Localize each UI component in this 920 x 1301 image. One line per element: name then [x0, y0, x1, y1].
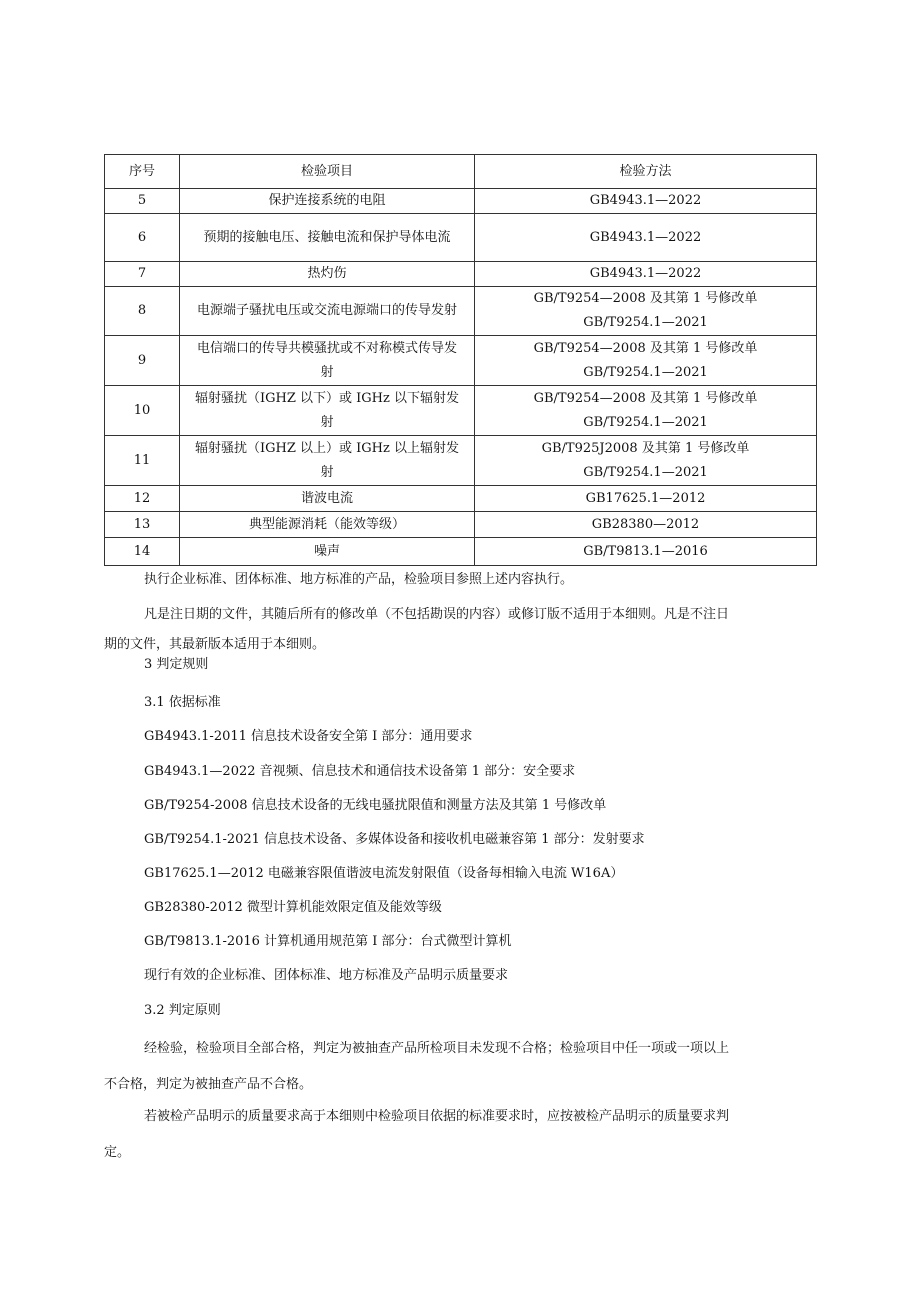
row-no: 14 — [105, 538, 180, 566]
row-method: GB/T9813.1—2016 — [475, 538, 817, 566]
paragraph-dated-references: 凡是注日期的文件，其随后所有的修改单（不包括勘误的内容）或修订版不适用于本细则。凡是不注日 期的文件，其最新版本适用于本细则。 — [104, 607, 730, 652]
row-no: 11 — [105, 436, 180, 486]
table-row — [105, 486, 817, 512]
table-row — [105, 512, 817, 538]
standard-item: GB/T9254.1-2021 信息技术设备、多媒体设备和接收机电磁兼容第 1 部分：发射要求 — [144, 832, 645, 847]
row-no: 7 — [105, 262, 180, 287]
row-method: GB28380—2012 — [475, 512, 817, 538]
standard-item: GB17625.1—2012 电磁兼容限值谐波电流发射限值（设备每相输入电流 W16A） — [144, 866, 624, 881]
row-item: 电信端口的传导共模骚扰或不对称模式传导发 射 — [180, 336, 475, 386]
row-no: 9 — [105, 336, 180, 386]
row-item: 预期的接触电压、接触电流和保护导体电流 — [180, 214, 475, 262]
table-row — [105, 262, 817, 287]
standard-item: GB4943.1-2011 信息技术设备安全第 I 部分：通用要求 — [144, 729, 473, 744]
row-method: GB17625.1—2012 — [475, 486, 817, 512]
row-no: 5 — [105, 189, 180, 214]
standard-item: GB28380-2012 微型计算机能效限定值及能效等级 — [144, 900, 442, 915]
row-item: 辐射骚扰（IGHZ 以下）或 IGHz 以下辐射发 射 — [180, 386, 475, 436]
row-method: GB/T925J2008 及其第 1 号修改单 GB/T9254.1—2021 — [475, 436, 817, 486]
section-heading-3: 3 判定规则 — [144, 657, 209, 672]
row-method: GB/T9254—2008 及其第 1 号修改单 GB/T9254.1—2021 — [475, 287, 817, 336]
section-heading-3-1: 3.1 依据标准 — [144, 695, 221, 710]
row-method: GB4943.1—2022 — [475, 262, 817, 287]
standard-item: GB/T9254-2008 信息技术设备的无线电骚扰限值和测量方法及其第 1 号修改单 — [144, 798, 607, 813]
row-item: 电源端子骚扰电压或交流电源端口的传导发射 — [180, 287, 475, 336]
row-no: 12 — [105, 486, 180, 512]
row-no: 8 — [105, 287, 180, 336]
table-row — [105, 336, 817, 386]
table-row — [105, 436, 817, 486]
table-row — [105, 386, 817, 436]
row-item: 谐波电流 — [180, 486, 475, 512]
row-no: 6 — [105, 214, 180, 262]
table-row — [105, 287, 817, 336]
row-item: 典型能源消耗（能效等级） — [180, 512, 475, 538]
header-item: 检验项目 — [180, 155, 475, 189]
row-item: 噪声 — [180, 538, 475, 566]
standard-item: GB/T9813.1-2016 计算机通用规范第 I 部分：台式微型计算机 — [144, 934, 512, 949]
paragraph-scope: 执行企业标准、团体标准、地方标准的产品，检验项目参照上述内容执行。 — [144, 572, 574, 587]
header-no: 序号 — [105, 155, 180, 189]
table-header-row — [105, 155, 817, 189]
paragraph-judgement: 经检验，检验项目全部合格，判定为被抽查产品所检项目未发现不合格；检验项目中任一项或一项以上 不合格，判定为被抽查产品不合格。 — [104, 1041, 730, 1092]
header-method: 检验方法 — [475, 155, 817, 189]
row-item: 热灼伤 — [180, 262, 475, 287]
row-item: 辐射骚扰（IGHZ 以上）或 IGHz 以上辐射发 射 — [180, 436, 475, 486]
paragraph-declared-quality: 若被检产品明示的质量要求高于本细则中检验项目依据的标准要求时，应按被检产品明示的质量要求判 定。 — [104, 1109, 730, 1160]
row-item: 保护连接系统的电阻 — [180, 189, 475, 214]
standard-item: GB4943.1—2022 音视频、信息技术和通信技术设备第 1 部分：安全要求 — [144, 764, 576, 779]
table-row — [105, 214, 817, 262]
table-row — [105, 538, 817, 566]
row-method: GB/T9254—2008 及其第 1 号修改单 GB/T9254.1—2021 — [475, 386, 817, 436]
row-method: GB/T9254—2008 及其第 1 号修改单 GB/T9254.1—2021 — [475, 336, 817, 386]
section-heading-3-2: 3.2 判定原则 — [144, 1003, 221, 1018]
row-no: 13 — [105, 512, 180, 538]
row-method: GB4943.1—2022 — [475, 214, 817, 262]
standard-item: 现行有效的企业标准、团体标准、地方标准及产品明示质量要求 — [144, 968, 509, 983]
row-method: GB4943.1—2022 — [475, 189, 817, 214]
table-row — [105, 189, 817, 214]
row-no: 10 — [105, 386, 180, 436]
inspection-table — [104, 154, 817, 566]
